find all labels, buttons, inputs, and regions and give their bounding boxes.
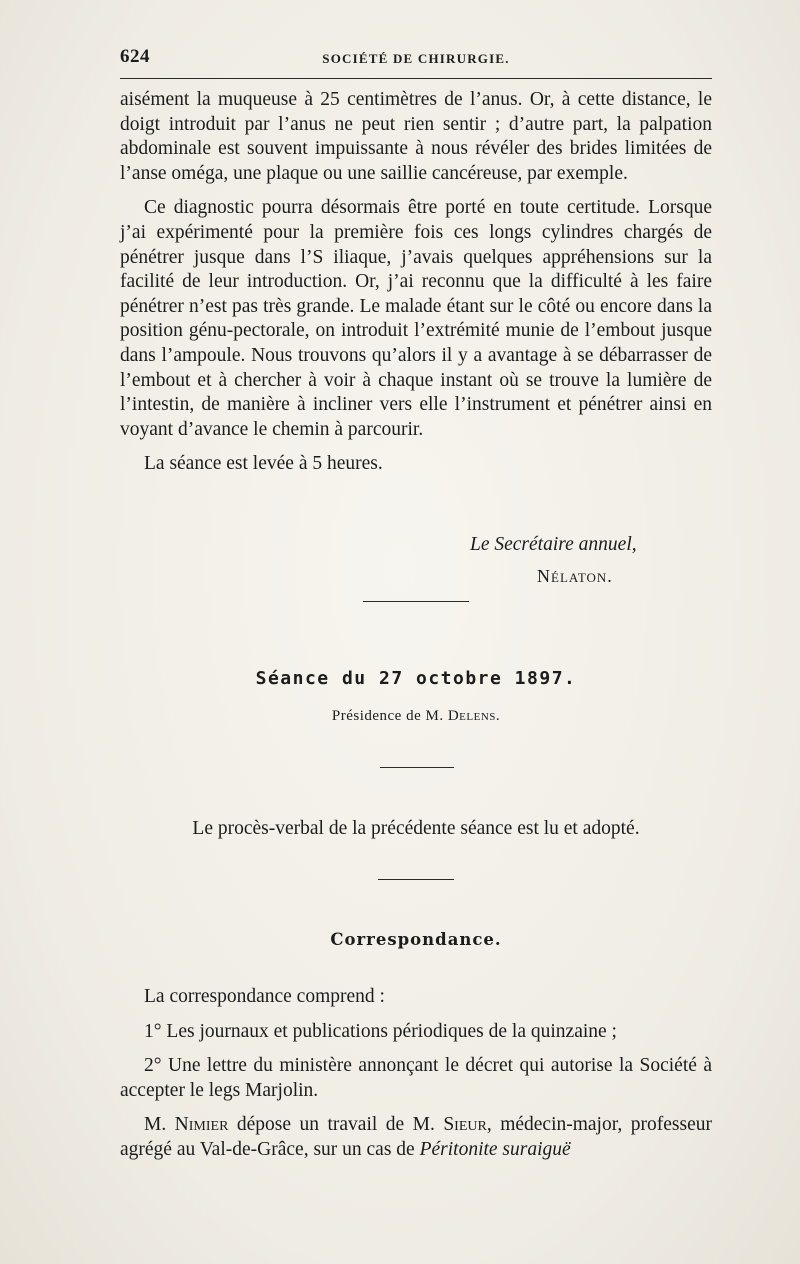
correspondance-heading: Correspondance. xyxy=(330,930,502,949)
section-divider xyxy=(378,879,454,880)
signature-name: Nélaton. xyxy=(537,566,613,586)
person-name: M. Nimier xyxy=(144,1114,229,1136)
running-header xyxy=(120,42,712,70)
paragraph: La correspondance comprend : xyxy=(144,986,385,1007)
minutes-statement: Le procès-verbal de la précédente séance est lu et adopté. xyxy=(192,818,640,839)
header-rule xyxy=(120,78,712,79)
paragraph: Ce diagnostic pourra désormais être porté en toute certitude. Lorsque j’ai expérimenté pour la première fois ces longs cylindres chargés de pénétrer jusque dans l’S iliaque, j’avais quelques appréhensions sur la facilité de leur introduction. Or, j’ai reconnu que la difficulté à les faire pénétrer n’est pas très grande. Le malade étant sur le côté ou encore dans la position génu-pectorale, on introduit l’extrémité munie de l’embout jusque dans l’ampoule. Nous trouvons qu’alors il y a avantage à se débarrasser de l’embout et à chercher à voir à chaque instant où se trouve la lumière de l’intestin, de manière à incliner vers elle l’instrument et pénétrer ainsi en voyant d’avance le chemin à parcourir. xyxy=(120,197,712,440)
closing-line: La séance est levée à 5 heures. xyxy=(144,453,383,475)
paragraph: aisément la muqueuse à 25 centimètres de l’anus. Or, à cette distance, le doigt introduit par l’anus ne peut rien sentir ; d’autre part, la palpation abdominale est souvent impuissante à nous révéler des brides limitées de l’anse oméga, une plaque ou une saillie cancéreuse, par exemple. xyxy=(120,89,712,184)
person-name: Sieur xyxy=(443,1114,487,1136)
list-item: 2° Une lettre du ministère annonçant le décret qui autorise la Société à accepter le legs Marjolin. xyxy=(120,1055,712,1101)
presidence-line xyxy=(120,708,712,725)
body-text-top xyxy=(120,88,712,477)
president-name: Delens. xyxy=(447,708,501,724)
text-run: , médecin-major, professeur agrégé au Val-de-Grâce, sur un cas de xyxy=(120,1114,712,1160)
session-title: Séance du 27 octobre 1897. xyxy=(255,668,577,689)
body-text-bottom xyxy=(120,985,712,1173)
italic-term: Péritonite suraiguë xyxy=(419,1138,571,1160)
presidence-prefix: Présidence de M. xyxy=(331,708,444,724)
list-item: 1° Les journaux et publications périodiques de la quinzaine ; xyxy=(144,1020,617,1042)
signature-role: Le Secrétaire annuel, xyxy=(470,534,637,555)
section-divider xyxy=(380,767,454,768)
text-run: dépose un travail de M. xyxy=(236,1114,435,1136)
running-title: SOCIÉTÉ DE CHIRURGIE. xyxy=(322,51,510,66)
page-number: 624 xyxy=(120,46,150,67)
paragraph xyxy=(120,1113,712,1162)
section-divider xyxy=(363,601,469,602)
